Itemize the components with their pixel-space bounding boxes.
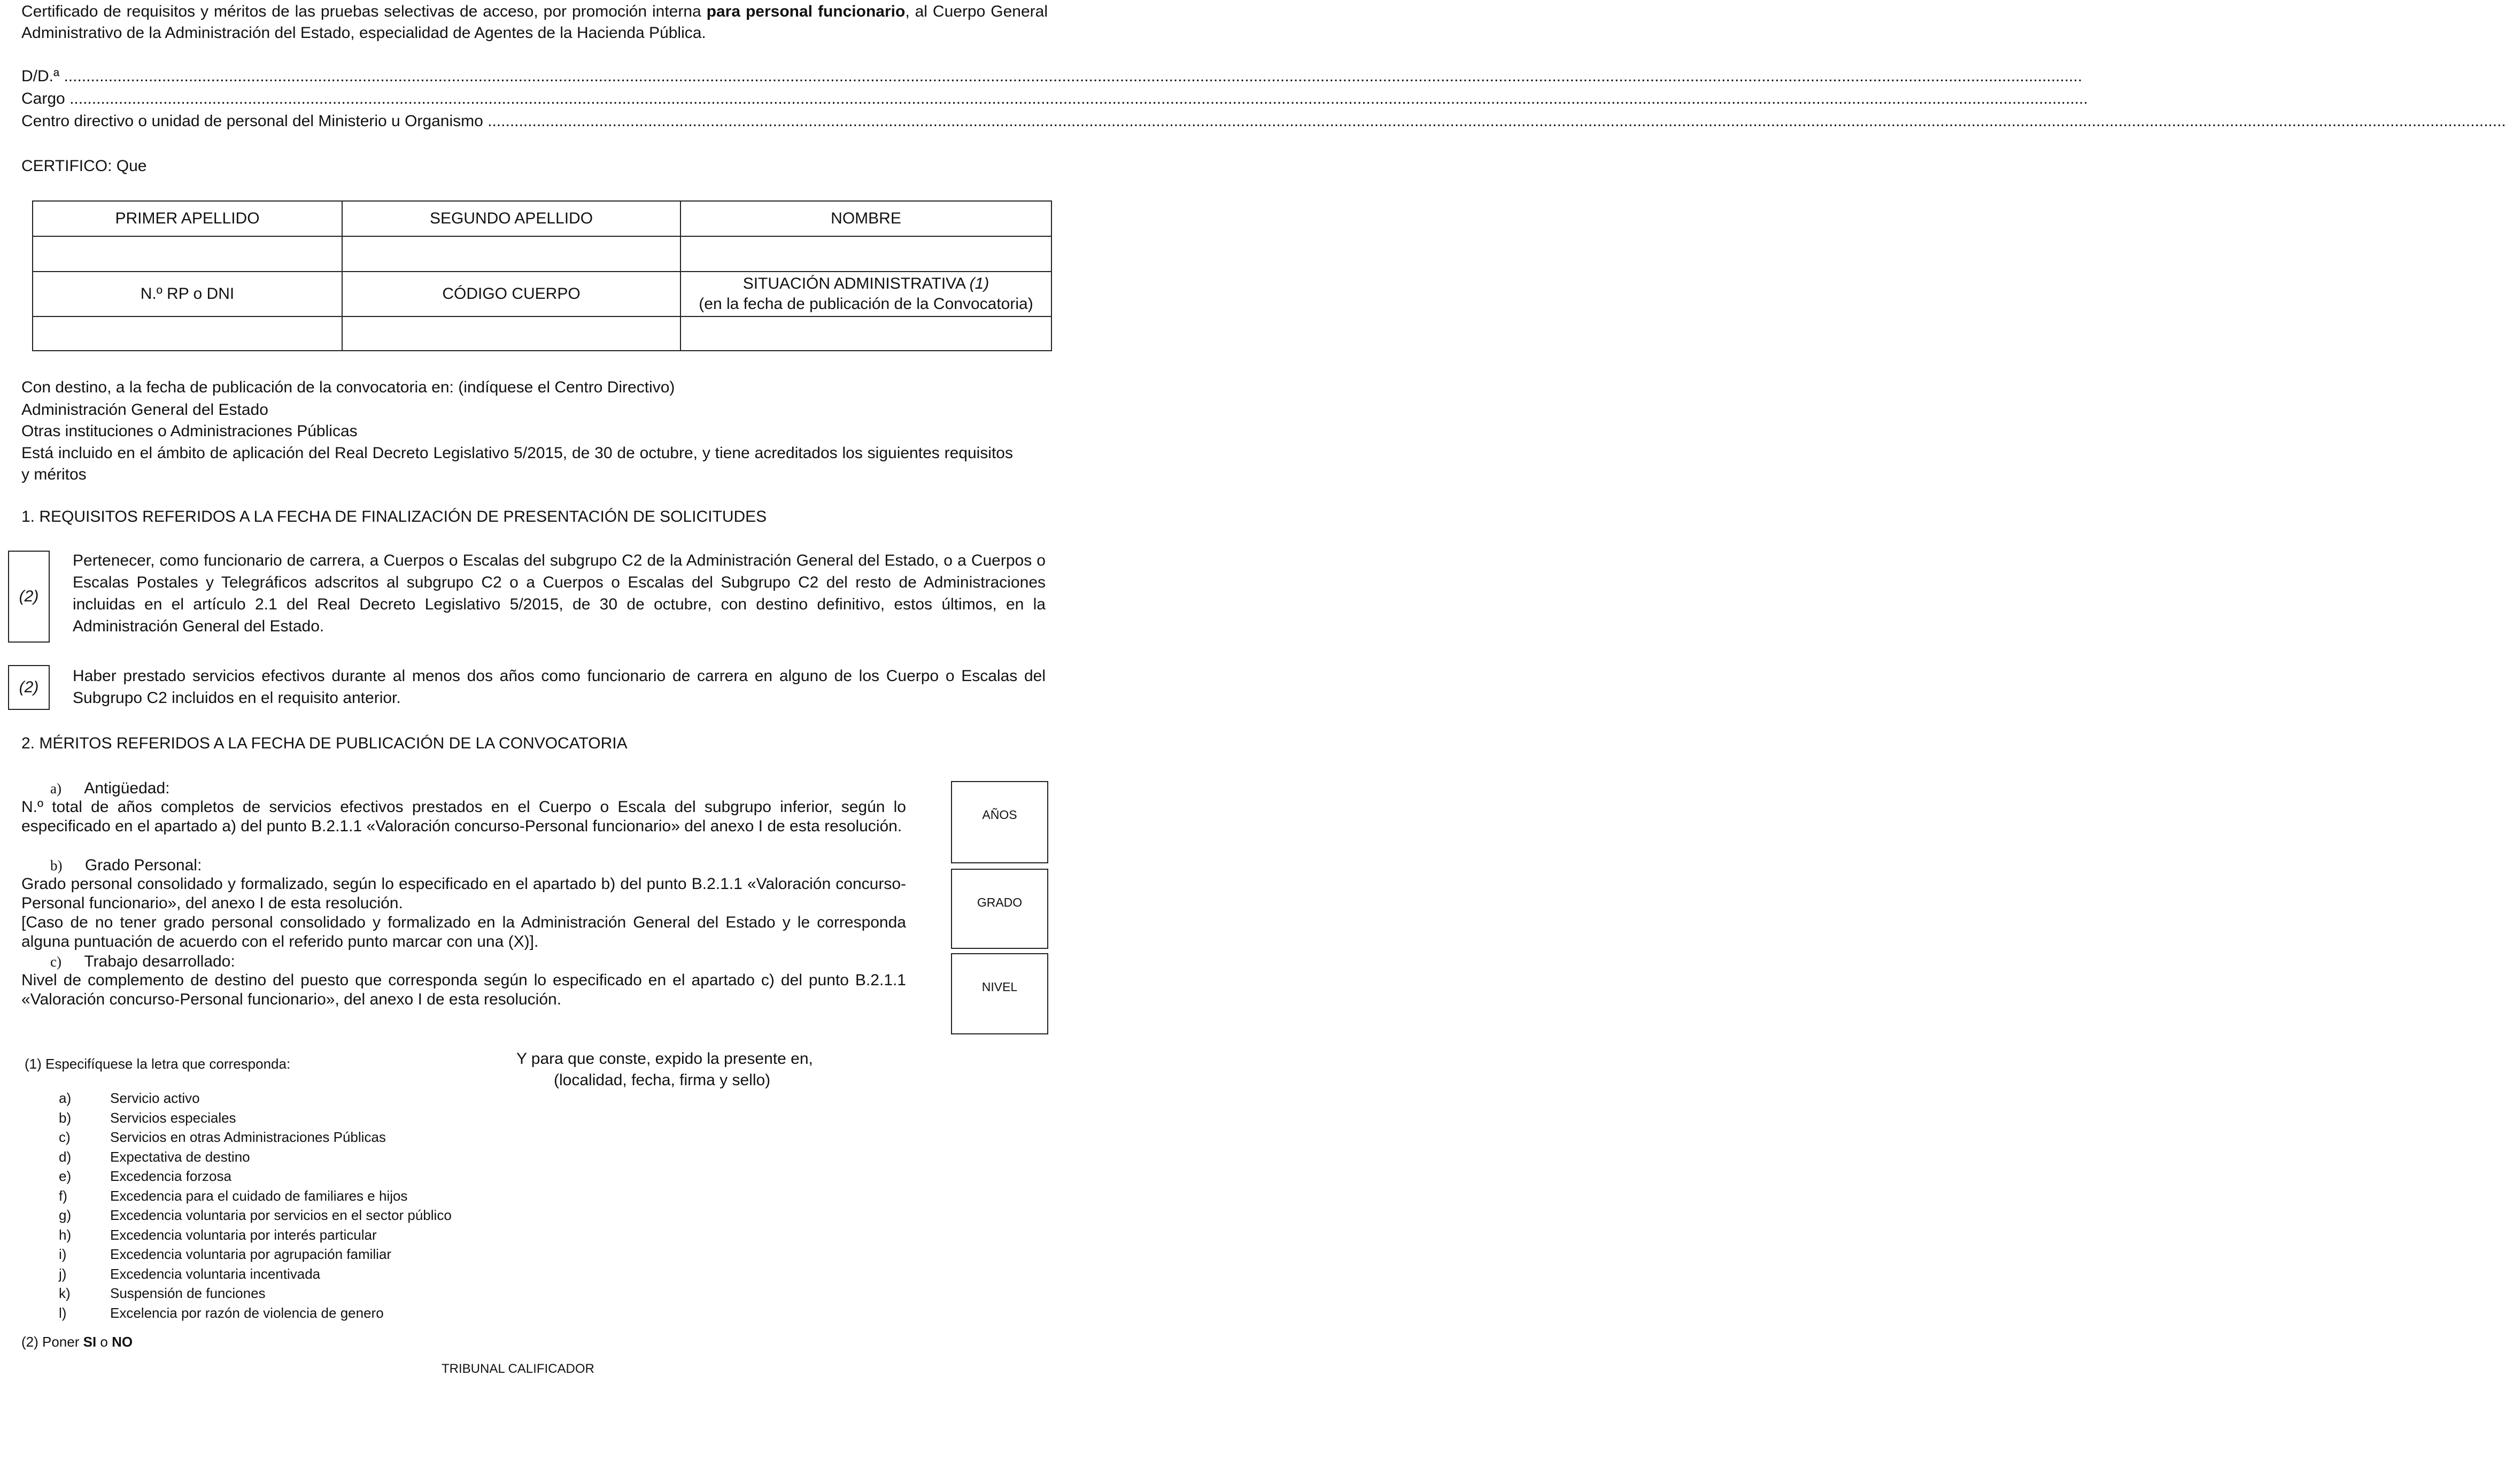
situacion-option: [59, 1205, 540, 1225]
merit-c-title: Trabajo desarrollado:: [84, 953, 235, 970]
merit-a-title: Antigüedad:: [84, 779, 170, 797]
field-dd-label: D/D.ª: [21, 67, 60, 85]
situacion-note-ref: (1): [969, 275, 989, 292]
section1-title: 1. REQUISITOS REFERIDOS A LA FECHA DE FINALIZACIÓN DE PRESENTACIÓN DE SOLICITUDES: [21, 508, 767, 525]
situacion-option-text: Excedencia voluntaria por interés particular: [110, 1226, 377, 1243]
situacion-option: [59, 1108, 540, 1127]
anos-box[interactable]: [951, 781, 1048, 863]
intro-bold: para personal funcionario: [706, 3, 906, 20]
situacion-option: [59, 1147, 540, 1166]
closing-line-1: Y para que conste, expido la presente en,: [516, 1050, 813, 1068]
note2-si: SI: [83, 1334, 97, 1350]
field-dd-leader[interactable]: .....................................................................................................................................................................................................................................................................................................................................................................................................................................................................: [64, 67, 2083, 85]
destino-line-3: Otras instituciones o Administraciones Públicas: [21, 422, 358, 440]
situacion-option-text: Servicio activo: [110, 1090, 200, 1106]
nivel-box[interactable]: [951, 953, 1048, 1034]
situacion-option-text: Expectativa de destino: [110, 1148, 250, 1165]
merit-c-text: Nivel de complemento de destino del puesto que corresponda según lo especificado en el apartado c) del punto B.2.1.1 «Valoración concurso-Personal funcionario», del anexo I de esta resolución.: [21, 971, 906, 1008]
situacion-option: [59, 1225, 540, 1245]
situacion-option: [59, 1127, 540, 1147]
req1-mark: (2): [19, 588, 39, 605]
situacion-option-letter: a): [59, 1090, 72, 1106]
situacion-option-letter: j): [59, 1265, 67, 1282]
footer-tribunal: TRIBUNAL CALIFICADOR: [442, 1362, 594, 1376]
note2-mid: o: [96, 1334, 112, 1350]
header-codigo-cuerpo: CÓDIGO CUERPO: [342, 272, 680, 316]
cell-segundo-apellido[interactable]: [342, 236, 680, 272]
situacion-option-letter: i): [59, 1246, 67, 1262]
situacion-option-letter: c): [59, 1129, 71, 1145]
note1-title: (1) Especifíquese la letra que corresponda:: [25, 1056, 291, 1072]
intro-paragraph: [21, 1, 1048, 44]
req1-checkbox[interactable]: [8, 551, 50, 643]
destino-line-1: Con destino, a la fecha de publicación de la convocatoria en: (indíquese el Centro Directivo): [21, 378, 675, 396]
header-rp-dni: N.º RP o DNI: [33, 272, 342, 316]
cell-codigo-cuerpo[interactable]: [342, 316, 680, 351]
situacion-option-text: Excedencia voluntaria incentivada: [110, 1265, 321, 1282]
req1-text: Pertenecer, como funcionario de carrera, a Cuerpos o Escalas del subgrupo C2 de la Administración General del Estado, o a Cuerpos o Escalas Postales y Telegráficos adscritos al subgrupo C2 o a Cuerpos o Escalas del Subgrupo C2 del resto de Administraciones incluidas en el artículo 2.1 del Real Decreto Legislativo 5/2015, de 30 de octubre, con destino definitivo, estos últimos, en la Administración General del Estado.: [73, 552, 1046, 635]
situacion-option-letter: b): [59, 1109, 72, 1126]
situacion-option: [59, 1245, 540, 1264]
header-nombre: NOMBRE: [680, 201, 1051, 236]
grado-label: GRADO: [977, 895, 1023, 909]
merit-c-letter: c): [50, 954, 61, 970]
situacion-option-text: Excedencia voluntaria por agrupación familiar: [110, 1246, 392, 1262]
section2-title: 2. MÉRITOS REFERIDOS A LA FECHA DE PUBLICACIÓN DE LA CONVOCATORIA: [21, 735, 628, 752]
field-dd: [21, 66, 2083, 88]
situacion-option-letter: e): [59, 1168, 72, 1184]
situacion-option-letter: h): [59, 1226, 72, 1243]
destino-line-2: Administración General del Estado: [21, 401, 268, 419]
merit-b-title: Grado Personal:: [84, 856, 202, 874]
closing-line-2: (localidad, fecha, firma y sello): [554, 1071, 771, 1089]
note2-no: NO: [112, 1334, 133, 1350]
req2-mark: (2): [19, 678, 39, 696]
destino-line-4: Está incluido en el ámbito de aplicación del Real Decreto Legislativo 5/2015, de 30 de octubre, y tiene acreditados los siguientes requisitos y méritos: [21, 444, 1013, 483]
situacion-option-text: Excedencia voluntaria por servicios en el sector público: [110, 1207, 452, 1223]
field-centro-label: Centro directivo o unidad de personal del Ministerio u Organismo: [21, 112, 483, 130]
merit-c-heading: [50, 952, 235, 972]
merit-b-letter: b): [50, 857, 63, 874]
situacion-option-letter: g): [59, 1207, 72, 1223]
note2: [21, 1332, 133, 1351]
situacion-option-text: Excedencia para el cuidado de familiares e hijos: [110, 1187, 408, 1204]
situacion-option-letter: d): [59, 1148, 72, 1165]
grado-box[interactable]: [951, 869, 1048, 949]
note2-prefix: (2) Poner: [21, 1334, 83, 1350]
situacion-option-letter: k): [59, 1285, 71, 1301]
merit-b-text: Grado personal consolidado y formalizado, según lo especificado en el apartado b) del punto B.2.1.1 «Valoración concurso-Personal funcionario», del anexo I de esta resolución.: [21, 875, 906, 912]
situacion-label: SITUACIÓN ADMINISTRATIVA: [742, 275, 970, 292]
merit-a-text: N.º total de años completos de servicios efectivos prestados en el Cuerpo o Escala del subgrupo inferior, según lo especificado en el apartado a) del punto B.2.1.1 «Valoración concurso-Personal funcionario» del anexo I de esta resolución.: [21, 798, 906, 835]
header-primer-apellido: PRIMER APELLIDO: [33, 201, 342, 236]
nivel-label: NIVEL: [981, 980, 1018, 994]
req2-checkbox[interactable]: [8, 665, 50, 710]
situacion-option: [59, 1166, 540, 1186]
personal-data-table: [32, 200, 1052, 351]
field-cargo-label: Cargo: [21, 90, 65, 107]
field-cargo-leader[interactable]: .....................................................................................................................................................................................................................................................................................................................................................................................................................................................................: [69, 90, 2088, 107]
header-situacion: [680, 272, 1051, 316]
situacion-option-letter: f): [59, 1187, 67, 1204]
situacion-option-text: Servicios en otras Administraciones Públicas: [110, 1129, 386, 1145]
situacion-option-text: Excedencia forzosa: [110, 1168, 231, 1184]
anos-label: AÑOS: [982, 808, 1017, 822]
situacion-option: [59, 1303, 540, 1323]
intro-text-2: , al Cuerpo General Administrativo de la Administración del Estado, especialidad de Agentes de la Hacienda Pública.: [21, 3, 1048, 42]
cell-rp-dni[interactable]: [33, 316, 342, 351]
merit-a-heading: [50, 778, 169, 799]
situacion-option: [59, 1264, 540, 1284]
situacion-option-text: Suspensión de funciones: [110, 1285, 266, 1301]
merit-b-heading: [50, 855, 202, 876]
cell-primer-apellido[interactable]: [33, 236, 342, 272]
situacion-option-letter: l): [59, 1304, 67, 1321]
header-segundo-apellido: SEGUNDO APELLIDO: [342, 201, 680, 236]
situacion-option: [59, 1284, 540, 1303]
field-centro: [21, 111, 2506, 133]
cell-situacion[interactable]: [680, 316, 1051, 351]
situacion-option-text: Servicios especiales: [110, 1109, 236, 1126]
merit-b-note: [Caso de no tener grado personal consolidado y formalizado en la Administración General del Estado y le corresponda alguna puntuación de acuerdo con el referido punto marcar con una (X)].: [21, 914, 906, 950]
field-centro-leader[interactable]: .....................................................................................................................................................................................................................................................................................................................................................................................................................................................................: [488, 112, 2506, 130]
req2-text: Haber prestado servicios efectivos durante al menos dos años como funcionario de carrera en alguno de los Cuerpo o Escalas del Subgrupo C2 incluidos en el requisito anterior.: [73, 667, 1046, 707]
merit-a-letter: a): [50, 780, 61, 797]
field-cargo: [21, 89, 2088, 110]
cell-nombre[interactable]: [680, 236, 1051, 272]
intro-text-1: Certificado de requisitos y méritos de las pruebas selectivas de acceso, por promoción interna: [21, 3, 707, 20]
certifico-label: CERTIFICO: Que: [21, 157, 147, 175]
situacion-option: [59, 1186, 540, 1205]
situacion-options-list: [59, 1088, 540, 1324]
situacion-option: [59, 1088, 540, 1108]
situacion-option-text: Excelencia por razón de violencia de genero: [110, 1304, 384, 1321]
situacion-sublabel: (en la fecha de publicación de la Convocatoria): [699, 295, 1033, 313]
